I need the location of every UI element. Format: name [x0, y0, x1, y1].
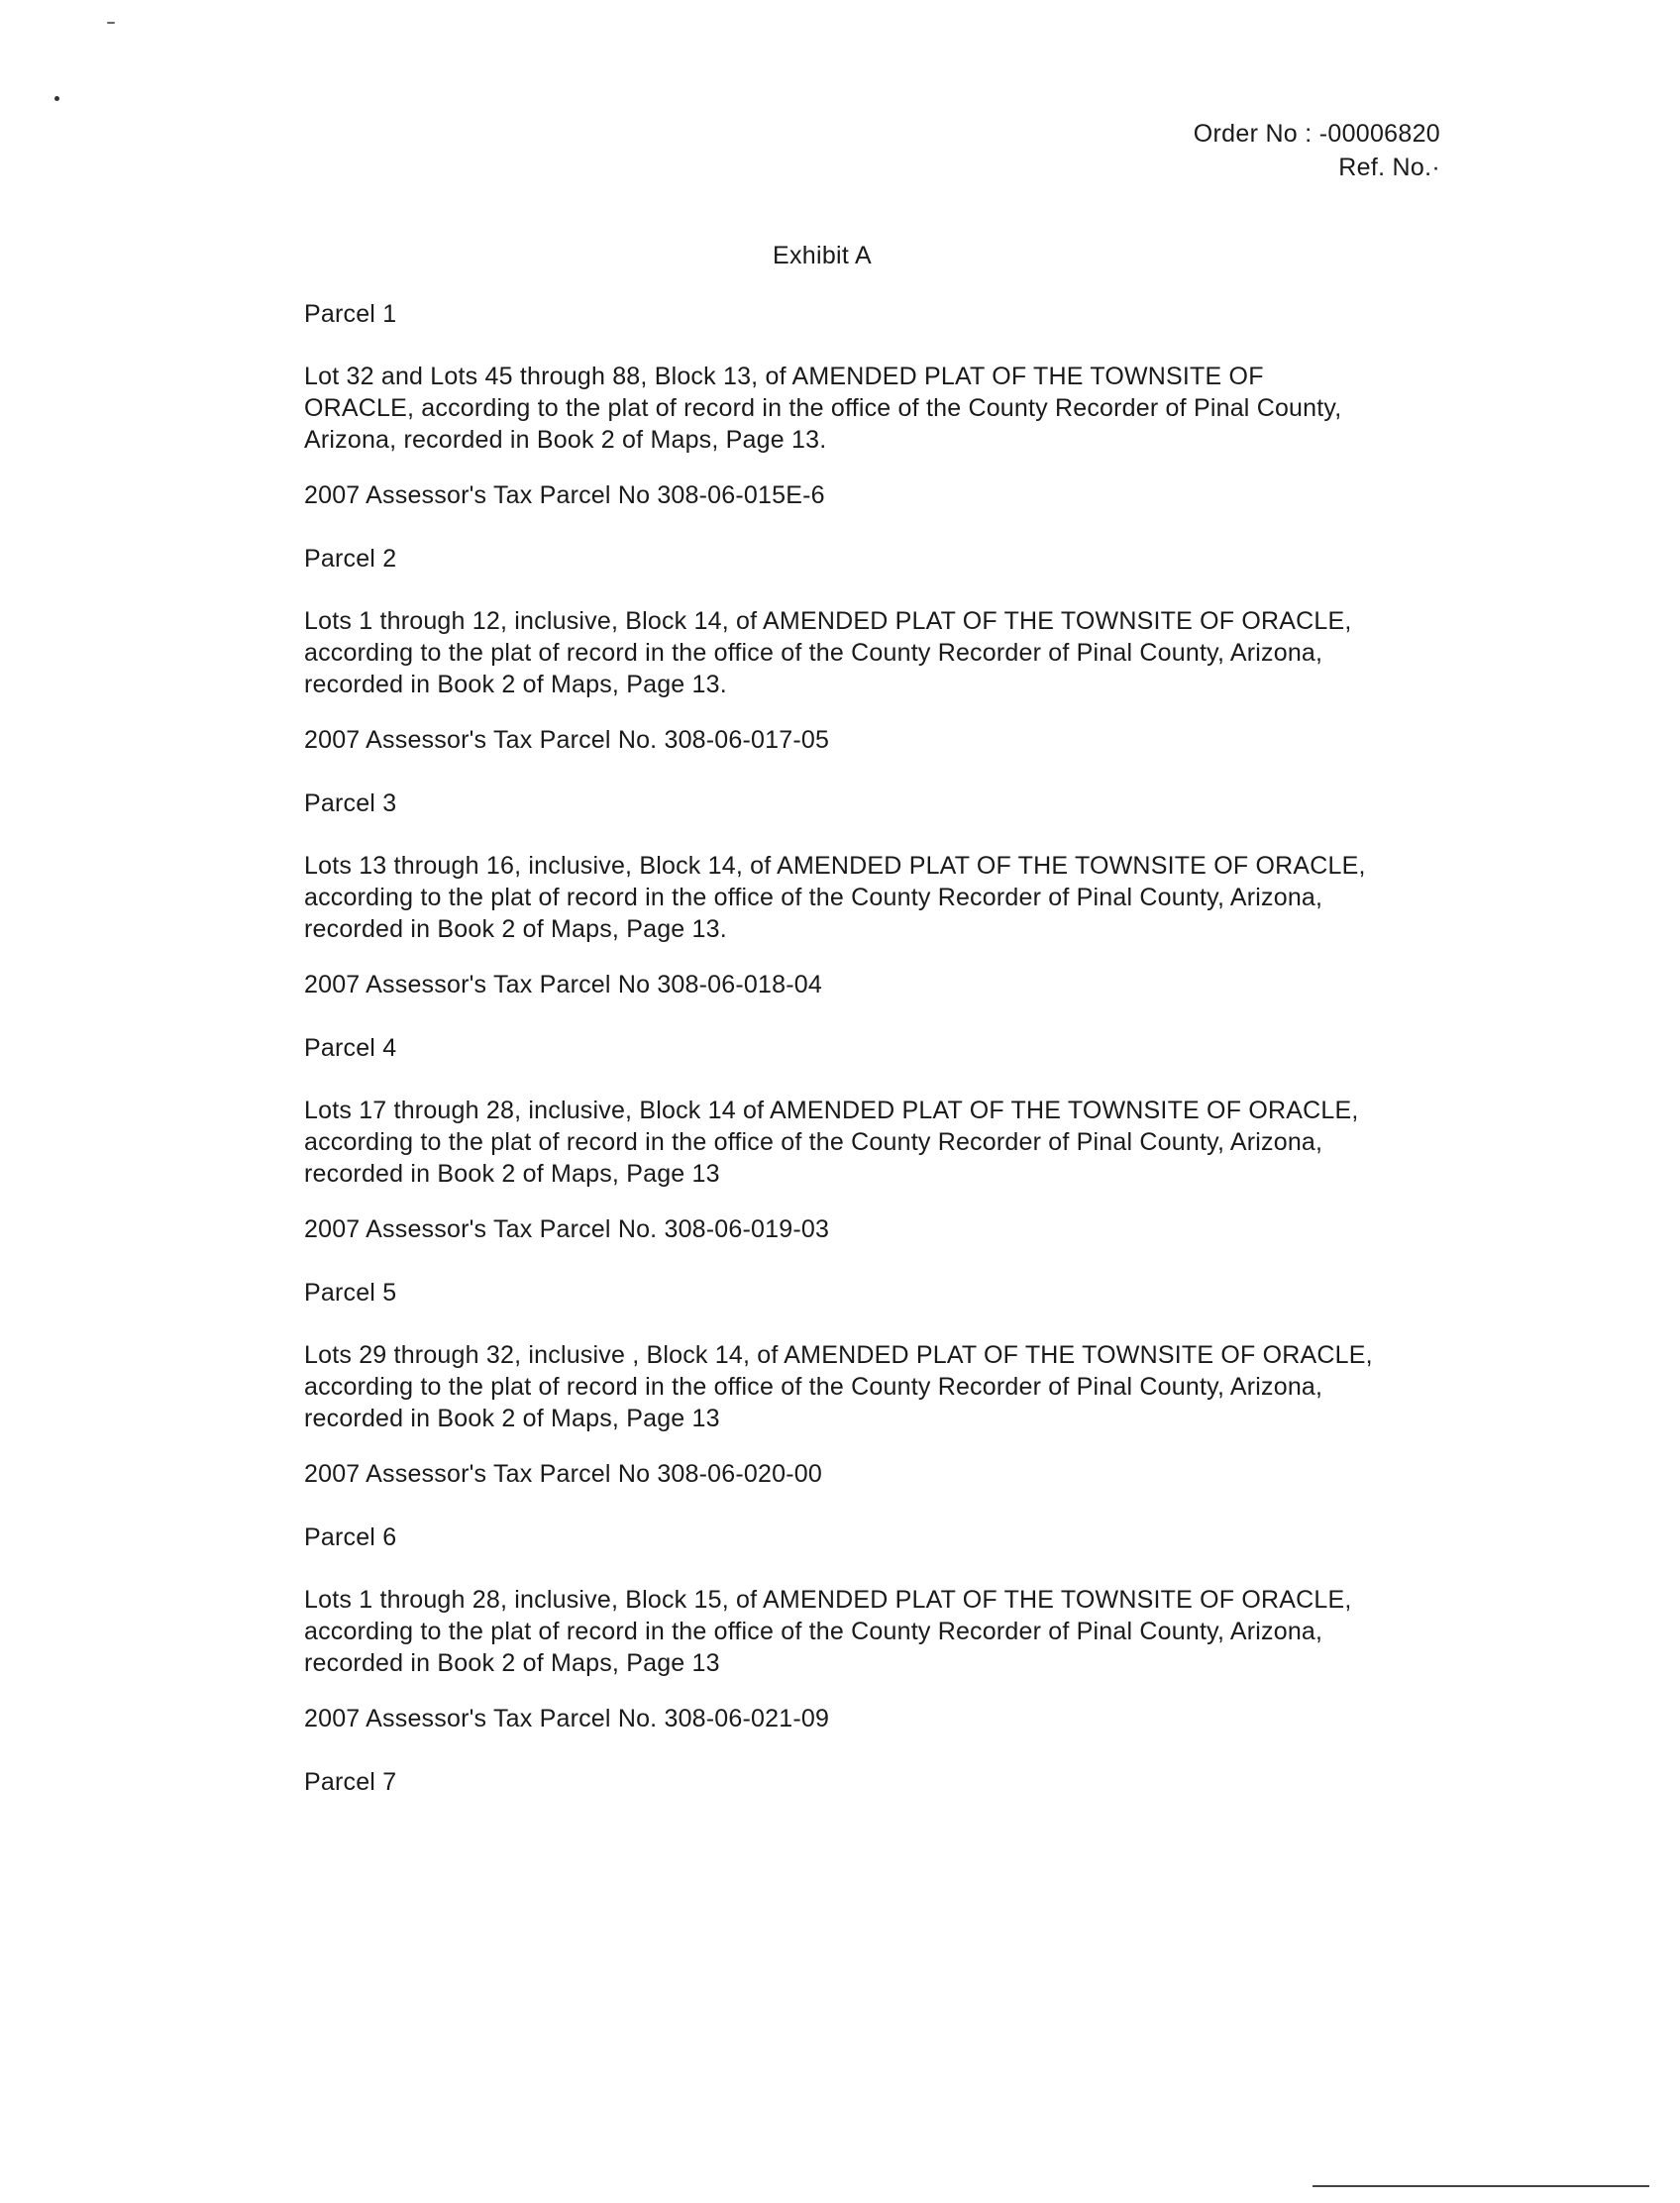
parcel-section — [304, 788, 1394, 1000]
parcel-heading: Parcel 6 — [304, 1523, 397, 1551]
parcel-section — [304, 299, 1394, 511]
parcel-heading: Parcel 3 — [304, 789, 397, 817]
parcel-description: Lots 17 through 28, inclusive, Block 14 of AMENDED PLAT OF THE TOWNSITE OF ORACLE, according to the plat of record in the office of the County Recorder of Pinal County, Arizona, recorded in Book 2 of Maps, Page 13 — [304, 1097, 1359, 1188]
scan-speck — [107, 22, 115, 24]
parcel-list — [304, 299, 1394, 1829]
parcel-section — [304, 1767, 1394, 1798]
exhibit-title: Exhibit A — [773, 242, 872, 269]
scan-speck — [54, 96, 59, 101]
order-header — [1194, 117, 1440, 184]
tax-parcel-number: 2007 Assessor's Tax Parcel No. 308-06-021-09 — [304, 1705, 830, 1732]
parcel-heading: Parcel 4 — [304, 1034, 397, 1062]
parcel-description: Lots 1 through 12, inclusive, Block 14, of AMENDED PLAT OF THE TOWNSITE OF ORACLE, according to the plat of record in the office of the County Recorder of Pinal County, Arizona, recorded in Book 2 of Maps, Page 13. — [304, 607, 1352, 698]
tax-parcel-number: 2007 Assessor's Tax Parcel No 308-06-020-00 — [304, 1460, 822, 1488]
tax-parcel-number: 2007 Assessor's Tax Parcel No 308-06-018-04 — [304, 971, 822, 998]
parcel-description: Lots 1 through 28, inclusive, Block 15, of AMENDED PLAT OF THE TOWNSITE OF ORACLE, according to the plat of record in the office of the County Recorder of Pinal County, Arizona, recorded in Book 2 of Maps, Page 13 — [304, 1586, 1352, 1677]
parcel-heading: Parcel 7 — [304, 1768, 397, 1796]
parcel-description: Lots 13 through 16, inclusive, Block 14, of AMENDED PLAT OF THE TOWNSITE OF ORACLE, according to the plat of record in the office of the County Recorder of Pinal County, Arizona, recorded in Book 2 of Maps, Page 13. — [304, 852, 1366, 943]
footer-divider — [1312, 2185, 1649, 2187]
reference-number: Ref. No.· — [1338, 154, 1440, 181]
tax-parcel-number: 2007 Assessor's Tax Parcel No. 308-06-019-03 — [304, 1215, 830, 1243]
tax-parcel-number: 2007 Assessor's Tax Parcel No. 308-06-017-05 — [304, 726, 830, 754]
parcel-section — [304, 1033, 1394, 1245]
parcel-section — [304, 544, 1394, 756]
parcel-heading: Parcel 2 — [304, 545, 397, 573]
parcel-heading: Parcel 1 — [304, 300, 397, 328]
order-number: Order No : -00006820 — [1193, 120, 1440, 148]
parcel-heading: Parcel 5 — [304, 1279, 397, 1307]
parcel-section — [304, 1278, 1394, 1490]
parcel-section — [304, 1522, 1394, 1734]
tax-parcel-number: 2007 Assessor's Tax Parcel No 308-06-015E-6 — [304, 481, 825, 509]
parcel-description: Lots 29 through 32, inclusive , Block 14, of AMENDED PLAT OF THE TOWNSITE OF ORACLE, according to the plat of record in the office of the County Recorder of Pinal County, Arizona, recorded in Book 2 of Maps, Page 13 — [304, 1341, 1373, 1432]
parcel-description: Lot 32 and Lots 45 through 88, Block 13, of AMENDED PLAT OF THE TOWNSITE OF ORACLE, according to the plat of record in the office of the County Recorder of Pinal County, Arizona, recorded in Book 2 of Maps, Page 13. — [304, 363, 1342, 454]
